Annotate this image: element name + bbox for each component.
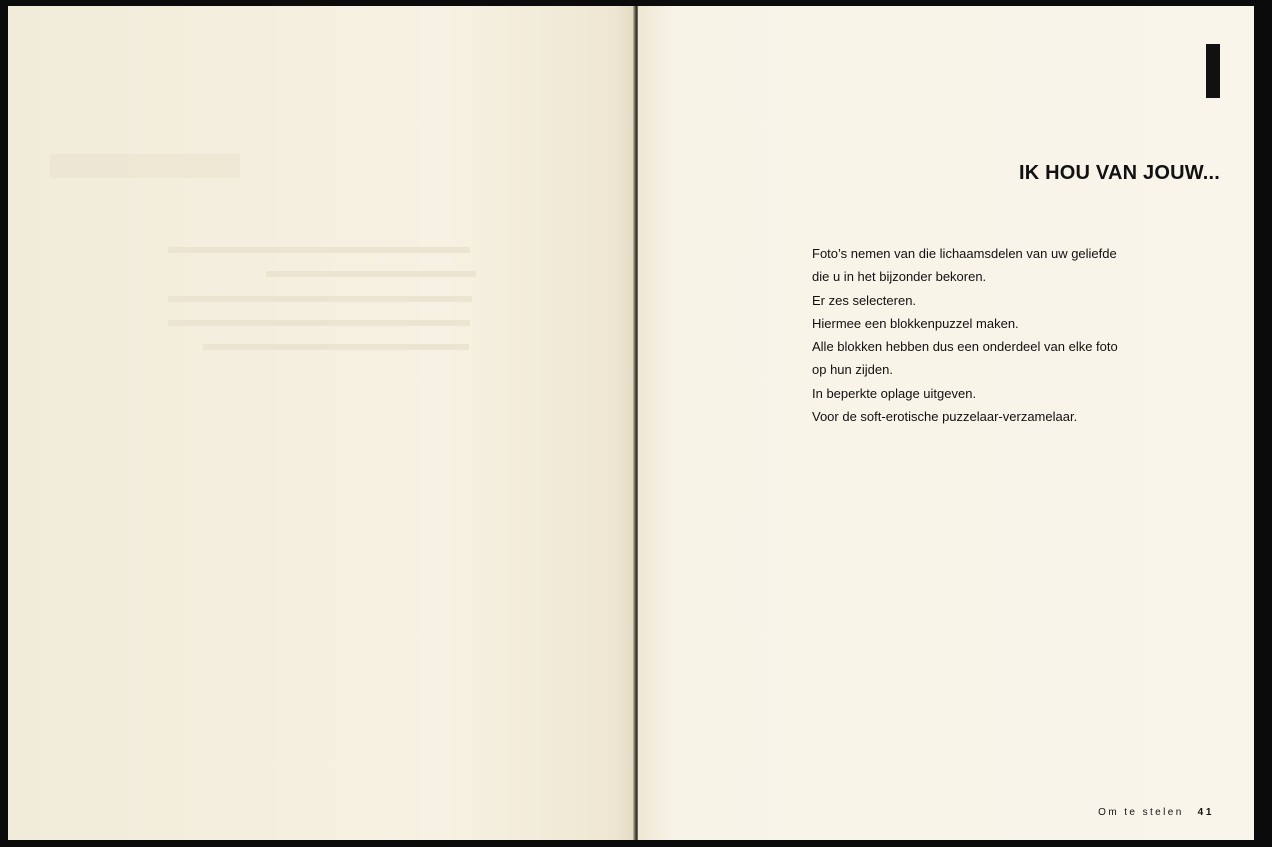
body-text [812,242,1222,428]
show-through-line-1 [168,247,470,253]
body-line: die u in het bijzonder bekoren. [812,269,987,285]
body-line: In beperkte oplage uitgeven. [812,385,977,401]
left-page [8,6,634,840]
body-line: Alle blokken hebben dus een onderdeel van elke foto [812,339,1118,355]
show-through-line-4 [168,320,470,326]
page-number: 41 [1197,807,1214,818]
show-through-line-5 [203,344,469,350]
page-footer [1098,807,1214,818]
body-line: Foto’s nemen van die lichaamsdelen van uw geliefde [812,246,1117,261]
show-through-heading [50,154,240,178]
body-line: Er zes selecteren. [812,292,917,308]
body-line: Hiermee een blokkenpuzzel maken. [812,315,1019,331]
right-page [638,6,1254,840]
show-through-line-3 [168,296,472,302]
body-line: Voor de soft-erotische puzzelaar-verzamelaar. [812,409,1078,425]
footer-section-label: Om te stelen [1098,807,1184,818]
body-line: op hun zijden. [812,362,893,378]
show-through-line-2 [266,271,476,277]
page-title: IK HOU VAN JOUW... [1018,162,1220,184]
section-marker-bar [1206,44,1220,98]
